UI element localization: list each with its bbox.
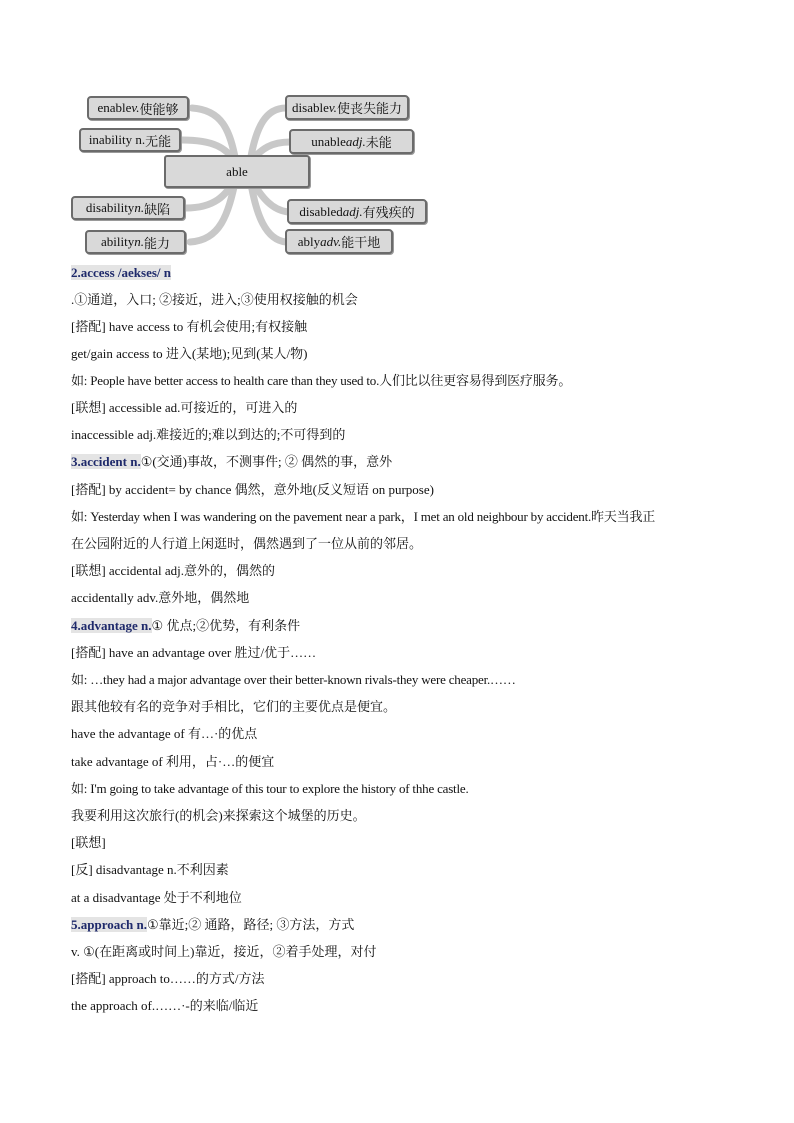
- line-text: inaccessible adj.难接近的;难以到达的;不可得到的: [71, 427, 346, 442]
- line-text: get/gain access to 进入(某地);见到(某人/物): [71, 346, 308, 361]
- node-inability: [79, 128, 181, 152]
- node-word: disabled: [299, 203, 343, 219]
- line-text: 在公园附近的人行道上闲逛时，偶然遇到了一位从前的邻居。: [71, 536, 423, 551]
- node-word: ability: [101, 234, 135, 249]
- text-line: [71, 861, 229, 879]
- text-line: [71, 725, 257, 743]
- node-meaning: 缺陷: [144, 201, 171, 217]
- node-ability: [85, 230, 186, 254]
- entry-heading: [71, 453, 392, 471]
- node-enable: [87, 96, 189, 120]
- node-meaning: 有残疾的: [362, 205, 415, 220]
- text-line: [71, 943, 376, 961]
- node-pos: n.: [134, 200, 145, 215]
- node-pos: adv.: [320, 233, 342, 249]
- node-word: disability: [85, 200, 135, 215]
- node-pos: adj.: [345, 133, 366, 149]
- line-text: .①通道，入口; ②接近，进入;③使用权接触的机会: [71, 292, 358, 307]
- node-word: ably: [297, 233, 321, 249]
- text-line: [71, 834, 106, 852]
- line-text: 如: I'm going to take advantage of this tour to explore the history of thhe castle.: [71, 781, 469, 796]
- node-pos: n.: [134, 234, 144, 249]
- example-line: [71, 372, 571, 390]
- line-text: 跟其他较有名的竞争对手相比，它们的主要优点是便宜。: [71, 699, 397, 714]
- entry-heading: [71, 617, 300, 635]
- entry-heading: [71, 916, 354, 934]
- text-line: [71, 481, 434, 499]
- line-text: [搭配] have access to 有机会使用;有权接触: [71, 319, 308, 334]
- line-text: [联想]: [71, 835, 106, 850]
- line-text: 我要利用这次旅行(的机会)来探索这个城堡的历史。: [71, 808, 366, 823]
- example-line: [71, 780, 469, 798]
- node-ably: [285, 229, 393, 254]
- text-line: [71, 535, 422, 553]
- node-pos: v.: [328, 99, 337, 115]
- node-meaning: 使丧失能力: [336, 101, 402, 116]
- line-text: ①靠近;② 通路，路径; ③方法，方式: [146, 917, 355, 932]
- line-text: take advantage of 利用，占·…的便宜: [71, 754, 275, 769]
- node-word: unable: [311, 133, 346, 149]
- headword: 4.advantage n.: [71, 618, 152, 633]
- text-line: [71, 318, 307, 336]
- line-text: at a disadvantage 处于不利地位: [71, 890, 242, 905]
- text-line: [71, 644, 316, 662]
- line-text: [搭配] by accident= by chance 偶然，意外地(反义短语 on purpose): [71, 482, 434, 497]
- line-text: accidentally adv.意外地，偶然地: [71, 590, 250, 605]
- text-line: [71, 345, 307, 363]
- headword: 3.accident n.: [71, 454, 141, 469]
- line-text: [联想] accessible ad.可接近的，可进入的: [71, 400, 298, 415]
- node-word: enable: [97, 100, 132, 115]
- text-line: [71, 291, 358, 309]
- line-text: [反] disadvantage n.不利因素: [71, 862, 229, 877]
- text-line: [71, 698, 396, 716]
- headword: 2.access /aekses/ n: [71, 265, 172, 280]
- line-text: 如: …they had a major advantage over their better-known rivals-they were cheaper.……: [71, 672, 516, 687]
- line-text: v. ①(在距离或时间上)靠近，接近，②着手处理，对付: [71, 944, 377, 959]
- node-pos: adj.: [342, 203, 363, 219]
- node-meaning: 无能: [145, 133, 172, 149]
- line-text: ①(交通)事故，不测事件; ② 偶然的事，意外: [140, 454, 393, 469]
- line-text: [搭配] have an advantage over 胜过/优于……: [71, 645, 317, 660]
- headword: 5.approach n.: [71, 917, 147, 932]
- text-line: [71, 970, 265, 988]
- node-unable: [289, 129, 414, 154]
- text-line: [71, 589, 249, 607]
- line-text: [联想] accidental adj.意外的，偶然的: [71, 563, 275, 578]
- node-meaning: 未能: [365, 135, 392, 150]
- line-text: 如: Yesterday when I was wandering on the pavement near a park，I met an old neighbour by accident.昨天当我正: [71, 509, 656, 524]
- line-text: 如: People have better access to health care than they used to.人们比以往更容易得到医疗服务。: [71, 373, 572, 388]
- example-line: [71, 671, 516, 689]
- line-text: ① 优点;②优势，有利条件: [151, 618, 301, 633]
- text-line: [71, 807, 366, 825]
- node-disability: [71, 196, 185, 220]
- line-text: have the advantage of 有…·的优点: [71, 726, 258, 741]
- node-disable: [285, 95, 409, 120]
- node-meaning: 能力: [143, 235, 170, 251]
- text-line: [71, 753, 274, 771]
- text-line: [71, 399, 297, 417]
- center-word: able: [226, 163, 248, 179]
- example-line: [71, 508, 655, 526]
- line-text: the approach of.……·-的来临/临近: [71, 998, 259, 1013]
- text-line: [71, 889, 242, 907]
- node-meaning: 能干地: [341, 235, 381, 250]
- mind-map: [0, 0, 794, 270]
- node-meaning: 使能够: [139, 101, 179, 117]
- entry-heading: [71, 264, 171, 282]
- node-word: inability n.: [88, 132, 146, 147]
- node-center-able: [164, 155, 310, 188]
- text-line: [71, 426, 345, 444]
- node-word: disable: [292, 99, 329, 115]
- line-text: [搭配] approach to……的方式/方法: [71, 971, 265, 986]
- node-disabled: [287, 199, 427, 224]
- node-pos: v.: [131, 100, 140, 115]
- text-line: [71, 562, 275, 580]
- text-line: [71, 997, 258, 1015]
